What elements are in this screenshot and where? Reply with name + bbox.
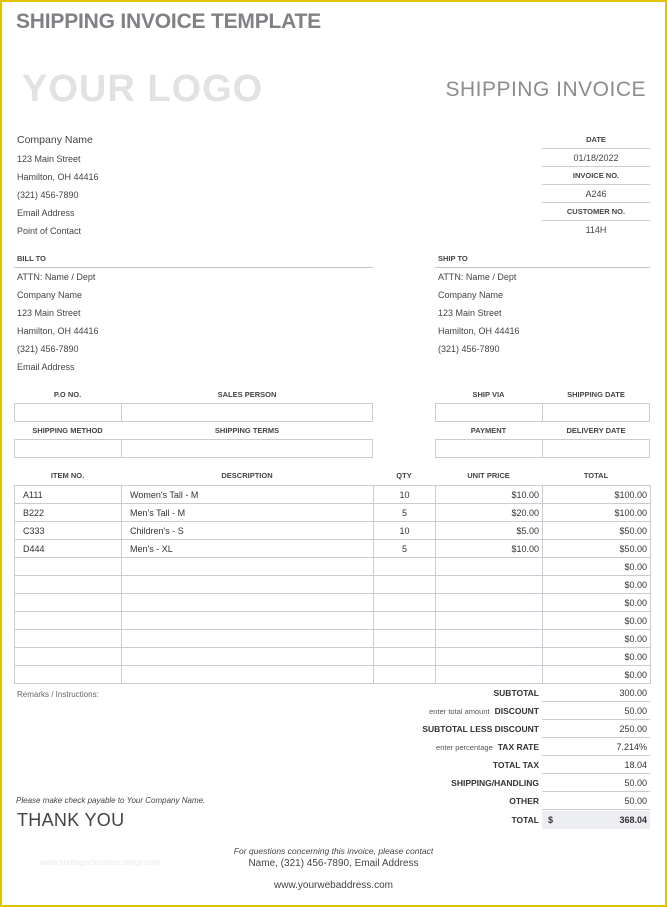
ship-via-date-fields bbox=[435, 403, 650, 422]
unit-price-cell[interactable] bbox=[436, 576, 543, 594]
qty-cell[interactable]: 5 bbox=[374, 504, 436, 522]
customer-no-value[interactable]: 114H bbox=[585, 225, 607, 235]
total-tax-label: TOTAL TAX bbox=[492, 760, 539, 770]
subtotal-less-row bbox=[330, 720, 650, 738]
subtotal-value: 300.00 bbox=[542, 684, 650, 702]
shipping-terms-label: SHIPPING TERMS bbox=[214, 426, 280, 435]
table-row bbox=[15, 522, 651, 540]
sales-person-label: SALES PERSON bbox=[217, 390, 277, 399]
unit-price-cell[interactable]: $10.00 bbox=[436, 486, 543, 504]
subtotal-row bbox=[330, 684, 650, 702]
total-cell: $0.00 bbox=[543, 666, 651, 684]
qty-cell[interactable] bbox=[374, 648, 436, 666]
item-no-cell[interactable] bbox=[15, 612, 122, 630]
sender-email: Email Address bbox=[17, 208, 75, 218]
shipping-method-field[interactable] bbox=[15, 440, 122, 458]
description-cell[interactable]: Men's - XL bbox=[122, 540, 374, 558]
table-row bbox=[15, 576, 651, 594]
sender-company: Company Name bbox=[17, 134, 93, 146]
bill-to-company: Company Name bbox=[17, 290, 83, 300]
table-row bbox=[15, 594, 651, 612]
total-tax-row bbox=[330, 756, 650, 774]
qty-cell[interactable] bbox=[374, 666, 436, 684]
table-row bbox=[15, 504, 651, 522]
grand-total-value bbox=[542, 811, 650, 829]
description-cell[interactable] bbox=[122, 558, 374, 576]
unit-price-cell[interactable]: $5.00 bbox=[436, 522, 543, 540]
payment-delivery-fields bbox=[435, 439, 650, 458]
grand-total-label: TOTAL bbox=[511, 815, 539, 825]
ship-to-street: 123 Main Street bbox=[438, 308, 502, 318]
qty-cell[interactable]: 10 bbox=[374, 486, 436, 504]
ship-to-company: Company Name bbox=[438, 290, 504, 300]
date-value[interactable]: 01/18/2022 bbox=[542, 149, 650, 167]
invoice-heading: SHIPPING INVOICE bbox=[445, 78, 646, 101]
qty-cell[interactable] bbox=[374, 630, 436, 648]
shipping-method-label: SHIPPING METHOD bbox=[32, 426, 103, 435]
table-row bbox=[15, 612, 651, 630]
total-cell: $100.00 bbox=[543, 486, 651, 504]
sender-contact: Point of Contact bbox=[17, 226, 82, 236]
item-no-cell[interactable] bbox=[15, 558, 122, 576]
shipping-handling-row bbox=[330, 774, 650, 792]
description-cell[interactable] bbox=[122, 648, 374, 666]
subtotal-label: SUBTOTAL bbox=[493, 688, 539, 698]
table-row bbox=[15, 486, 651, 504]
discount-hint: enter total amount bbox=[429, 707, 490, 716]
bill-to-city: Hamilton, OH 44416 bbox=[17, 326, 99, 336]
questions-note: For questions concerning this invoice, please contact bbox=[233, 846, 434, 856]
bill-to-email: Email Address bbox=[17, 362, 75, 372]
shipping-date-label: SHIPPING DATE bbox=[567, 390, 625, 399]
total-cell: $0.00 bbox=[543, 576, 651, 594]
qty-cell[interactable]: 10 bbox=[374, 522, 436, 540]
description-cell[interactable]: Women's Tall - M bbox=[122, 486, 374, 504]
description-cell[interactable]: Men's Tall - M bbox=[122, 504, 374, 522]
table-row bbox=[15, 648, 651, 666]
qty-cell[interactable] bbox=[374, 612, 436, 630]
ship-to-attn: ATTN: Name / Dept bbox=[438, 272, 517, 282]
qty-cell[interactable]: 5 bbox=[374, 540, 436, 558]
subtotal-less-value: 250.00 bbox=[542, 720, 650, 738]
shipping-terms-field[interactable] bbox=[122, 440, 373, 458]
invoice-no-value[interactable]: A246 bbox=[542, 185, 650, 203]
table-row bbox=[15, 558, 651, 576]
currency-symbol: $ bbox=[548, 815, 554, 825]
sender-phone: (321) 456-7890 bbox=[17, 190, 79, 200]
total-cell: $0.00 bbox=[543, 648, 651, 666]
qty-cell[interactable] bbox=[374, 558, 436, 576]
shipping-handling-label: SHIPPING/HANDLING bbox=[451, 778, 539, 788]
qty-cell[interactable] bbox=[374, 594, 436, 612]
total-cell: $0.00 bbox=[543, 612, 651, 630]
unit-price-cell[interactable] bbox=[436, 594, 543, 612]
ship-to-label: SHIP TO bbox=[438, 254, 468, 263]
invoice-no-label: INVOICE NO. bbox=[542, 167, 650, 185]
total-tax-value: 18.04 bbox=[542, 756, 650, 774]
sales-person-field[interactable] bbox=[122, 404, 373, 422]
method-terms-fields bbox=[14, 439, 373, 458]
description-cell[interactable] bbox=[122, 576, 374, 594]
ship-via-label: SHIP VIA bbox=[472, 390, 505, 399]
unit-price-cell[interactable] bbox=[436, 648, 543, 666]
description-cell[interactable]: Children's - S bbox=[122, 522, 374, 540]
other-value[interactable]: 50.00 bbox=[542, 792, 650, 810]
ship-to-city: Hamilton, OH 44416 bbox=[438, 326, 520, 336]
item-no-cell[interactable] bbox=[15, 648, 122, 666]
table-row bbox=[15, 540, 651, 558]
po-label: P.O NO. bbox=[53, 390, 82, 399]
total-cell: $50.00 bbox=[543, 540, 651, 558]
bill-to-street: 123 Main Street bbox=[17, 308, 81, 318]
invoice-meta bbox=[542, 131, 650, 239]
subtotal-less-label: SUBTOTAL LESS DISCOUNT bbox=[422, 724, 539, 734]
col-unit-price: UNIT PRICE bbox=[467, 471, 510, 480]
unit-price-cell[interactable] bbox=[436, 630, 543, 648]
unit-price-cell[interactable] bbox=[436, 558, 543, 576]
total-cell: $100.00 bbox=[543, 504, 651, 522]
item-no-cell[interactable] bbox=[15, 630, 122, 648]
payment-label: PAYMENT bbox=[470, 426, 507, 435]
item-no-cell[interactable] bbox=[15, 576, 122, 594]
discount-label: DISCOUNT bbox=[494, 706, 539, 716]
tax-rate-row bbox=[330, 738, 650, 756]
ship-to-divider bbox=[435, 267, 650, 268]
unit-price-cell[interactable]: $20.00 bbox=[436, 504, 543, 522]
check-payable-note: Please make check payable to Your Company Name. bbox=[16, 796, 206, 805]
other-label: OTHER bbox=[509, 796, 539, 806]
item-no-cell[interactable]: C333 bbox=[15, 522, 122, 540]
po-sales-fields bbox=[14, 403, 373, 422]
delivery-date-label: DELIVERY DATE bbox=[566, 426, 626, 435]
tax-rate-value[interactable]: 7.214% bbox=[542, 738, 650, 756]
bill-to-phone: (321) 456-7890 bbox=[17, 344, 79, 354]
discount-value[interactable]: 50.00 bbox=[542, 702, 650, 720]
watermark: www.heritagechristiancollege.com bbox=[40, 858, 161, 867]
thank-you: THANK YOU bbox=[17, 810, 125, 830]
shipping-date-field[interactable] bbox=[543, 404, 650, 422]
delivery-date-field[interactable] bbox=[543, 440, 650, 458]
tax-rate-hint: enter percentage bbox=[436, 743, 493, 752]
total-cell: $0.00 bbox=[543, 558, 651, 576]
total-cell: $50.00 bbox=[543, 522, 651, 540]
payment-field[interactable] bbox=[436, 440, 543, 458]
tax-rate-label: TAX RATE bbox=[497, 742, 539, 752]
unit-price-cell[interactable] bbox=[436, 666, 543, 684]
bill-to-attn: ATTN: Name / Dept bbox=[17, 272, 96, 282]
item-no-cell[interactable]: B222 bbox=[15, 504, 122, 522]
grand-total-row bbox=[330, 811, 650, 829]
item-no-cell[interactable]: D444 bbox=[15, 540, 122, 558]
item-no-cell[interactable]: A111 bbox=[15, 486, 122, 504]
col-total: TOTAL bbox=[583, 471, 609, 480]
bill-to-divider bbox=[14, 267, 373, 268]
remarks-label: Remarks / Instructions: bbox=[17, 690, 99, 699]
website-link[interactable]: www.yourwebaddress.com bbox=[274, 880, 393, 891]
description-cell[interactable] bbox=[122, 666, 374, 684]
col-item-no: ITEM NO. bbox=[50, 471, 85, 480]
customer-no-label: CUSTOMER NO. bbox=[542, 203, 650, 221]
contact-line: Name, (321) 456-7890, Email Address bbox=[248, 858, 419, 869]
total-cell: $0.00 bbox=[543, 594, 651, 612]
col-qty: QTY bbox=[396, 471, 412, 480]
date-label: DATE bbox=[542, 131, 650, 149]
grand-total-amount: 368.04 bbox=[619, 815, 647, 825]
table-row bbox=[15, 666, 651, 684]
description-cell[interactable] bbox=[122, 630, 374, 648]
bill-to-label: BILL TO bbox=[17, 254, 46, 263]
qty-cell[interactable] bbox=[374, 576, 436, 594]
table-row bbox=[15, 630, 651, 648]
unit-price-cell[interactable]: $10.00 bbox=[436, 540, 543, 558]
ship-to-phone: (321) 456-7890 bbox=[438, 344, 500, 354]
col-description: DESCRIPTION bbox=[221, 471, 273, 480]
item-no-cell[interactable] bbox=[15, 594, 122, 612]
po-field[interactable] bbox=[15, 404, 122, 422]
description-cell[interactable] bbox=[122, 594, 374, 612]
sender-street: 123 Main Street bbox=[17, 154, 81, 164]
other-row bbox=[330, 792, 650, 810]
description-cell[interactable] bbox=[122, 612, 374, 630]
total-cell: $0.00 bbox=[543, 630, 651, 648]
logo-placeholder: YOUR LOGO bbox=[22, 68, 264, 110]
document-title: SHIPPING INVOICE TEMPLATE bbox=[16, 10, 321, 33]
sender-city: Hamilton, OH 44416 bbox=[17, 172, 99, 182]
discount-row bbox=[330, 702, 650, 720]
items-table bbox=[14, 485, 651, 684]
unit-price-cell[interactable] bbox=[436, 612, 543, 630]
ship-via-field[interactable] bbox=[436, 404, 543, 422]
shipping-handling-value[interactable]: 50.00 bbox=[542, 774, 650, 792]
item-no-cell[interactable] bbox=[15, 666, 122, 684]
